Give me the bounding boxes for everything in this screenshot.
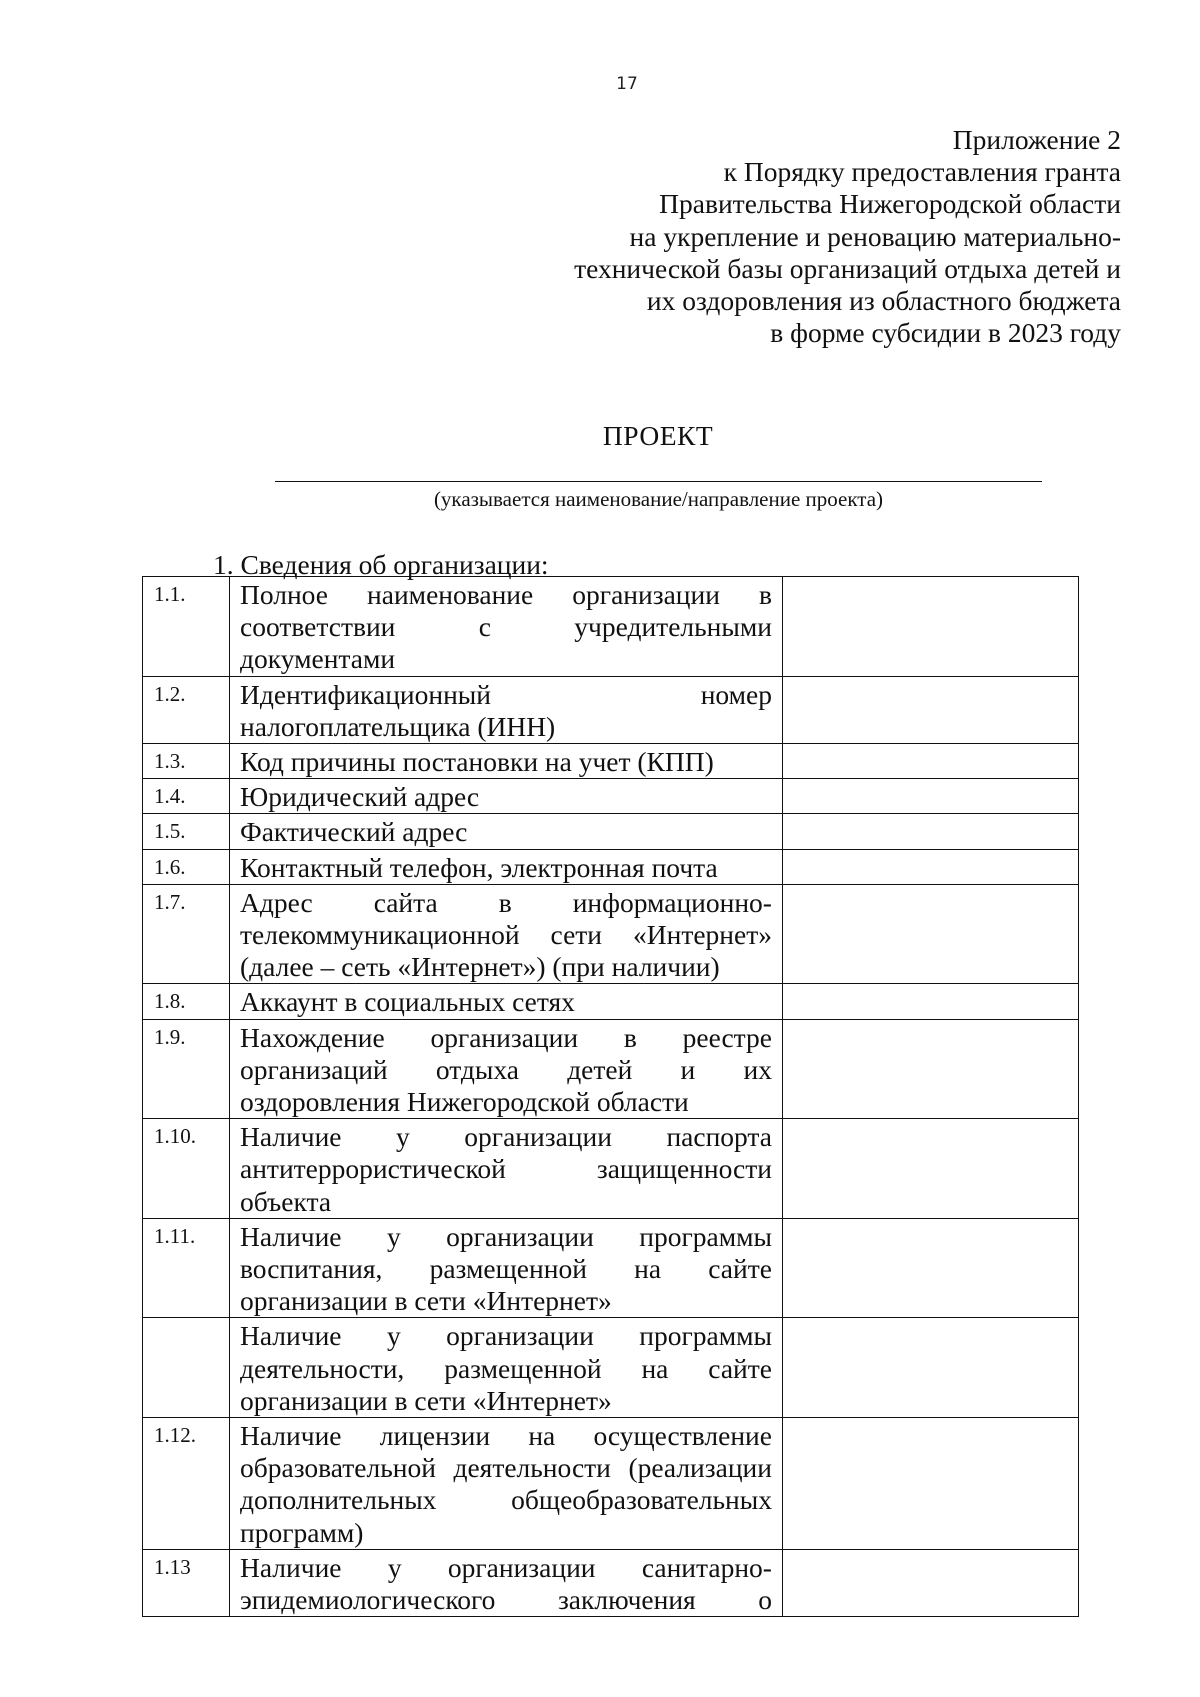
field-name-word: их (743, 1053, 772, 1085)
row-number: 1.5. (143, 814, 230, 849)
appendix-header (421, 124, 1121, 349)
field-name-word: «Интернет» (633, 919, 772, 951)
field-name-line (240, 1517, 772, 1549)
row-number: 1.11. (143, 1218, 230, 1318)
field-name-line (240, 1584, 772, 1616)
row-field-name (230, 1318, 783, 1418)
row-value-input[interactable] (783, 676, 1079, 743)
field-name-line (240, 679, 772, 711)
field-name-word: лицензии (379, 1420, 491, 1452)
field-name-line (240, 1484, 772, 1516)
field-name-word: заключения (557, 1584, 696, 1616)
row-field-name (230, 849, 783, 884)
field-name-word: организаций (240, 1053, 388, 1085)
field-name-word: в (759, 579, 772, 610)
row-value-input[interactable] (783, 577, 1079, 677)
page-number: 17 (616, 74, 638, 94)
field-name-word: Наличие (240, 1220, 342, 1252)
table-row (143, 984, 1079, 1019)
table-row (143, 1119, 1079, 1219)
field-name-word: защищенности (596, 1153, 772, 1185)
field-name-word: (далее – сеть «Интернет») (при наличии) (240, 951, 720, 983)
field-name-line (240, 746, 772, 778)
row-field-name (230, 676, 783, 743)
field-name-word: Адрес (240, 886, 313, 918)
field-name-word: воспитания, (240, 1253, 383, 1285)
field-name-word: программы (639, 1320, 772, 1352)
field-name-word: общеобразовательных (511, 1484, 772, 1516)
field-name-word: Юридический адрес (240, 781, 480, 813)
row-field-name (230, 779, 783, 814)
field-name-line (240, 887, 772, 919)
field-name-word: у (386, 1220, 401, 1252)
field-name-word: эпидемиологического (240, 1584, 496, 1616)
field-name-line (240, 1385, 772, 1417)
field-name-word: организации (572, 579, 720, 610)
field-name-word: организации (430, 1021, 579, 1053)
field-name-line (240, 816, 772, 848)
field-name-line (240, 1054, 772, 1086)
row-number: 1.13 (143, 1549, 230, 1616)
row-number: 1.9. (143, 1019, 230, 1119)
row-number: 1.4. (143, 779, 230, 814)
appendix-line: Правительства Нижегородской области (659, 188, 1121, 220)
field-name-word: паспорта (666, 1121, 772, 1153)
field-name-word: организации (464, 1121, 612, 1153)
field-name-word: Наличие (240, 1121, 342, 1153)
row-value-input[interactable] (783, 884, 1079, 984)
field-name-line (240, 919, 772, 951)
field-name-word: объекта (240, 1185, 332, 1217)
row-value-input[interactable] (783, 1418, 1079, 1550)
field-name-line (240, 711, 772, 743)
appendix-line: на укрепление и реновацию материально- (629, 220, 1121, 252)
row-number: 1.6. (143, 849, 230, 884)
field-name-word: организации (446, 1220, 594, 1252)
table-row (143, 1019, 1079, 1119)
field-name-line (240, 951, 772, 983)
field-name-line (240, 781, 772, 813)
row-field-name (230, 1218, 783, 1318)
field-name-line (240, 1285, 772, 1317)
field-name-word: дополнительных (240, 1484, 437, 1516)
field-name-word: размещенной (444, 1352, 602, 1384)
field-name-line (240, 852, 772, 884)
field-name-word: реестре (682, 1021, 772, 1053)
field-name-line (240, 1186, 772, 1218)
table-row (143, 744, 1079, 779)
table-row (143, 577, 1079, 677)
field-name-word: сайта (373, 886, 438, 918)
field-name-word: деятельности, (240, 1352, 405, 1384)
field-name-line (240, 1022, 772, 1054)
row-number: 1.7. (143, 884, 230, 984)
field-name-line (240, 1552, 772, 1584)
field-name-word: информационно- (572, 886, 772, 918)
field-name-line (240, 579, 772, 611)
project-name-line (275, 481, 1042, 482)
field-name-line (240, 643, 772, 675)
row-field-name (230, 1019, 783, 1119)
field-name-line (240, 1420, 772, 1452)
row-number: 1.3. (143, 744, 230, 779)
field-name-word: программы (639, 1220, 772, 1252)
field-name-line (240, 1086, 772, 1118)
field-name-word: на (641, 1352, 669, 1384)
field-name-word: антитеррористической (240, 1153, 506, 1185)
field-name-word: Полное (240, 579, 328, 610)
row-field-name (230, 744, 783, 779)
table-row (143, 779, 1079, 814)
table-row (143, 1418, 1079, 1550)
field-name-word: на (528, 1420, 556, 1452)
field-name-word: и (680, 1053, 696, 1085)
field-name-word: организации (446, 1320, 594, 1352)
row-value-input[interactable] (783, 1119, 1079, 1219)
field-name-word: Нахождение (240, 1021, 385, 1053)
organization-info-table (142, 576, 1079, 1617)
field-name-word: документами (240, 643, 396, 675)
row-value-input[interactable] (783, 1218, 1079, 1318)
field-name-word: в (623, 1021, 637, 1053)
row-field-name (230, 577, 783, 677)
table-row (143, 849, 1079, 884)
field-name-line (240, 1253, 772, 1285)
field-name-word: программ) (240, 1516, 364, 1548)
field-name-word: организации в сети «Интернет» (240, 1285, 612, 1317)
row-value-input[interactable] (783, 1019, 1079, 1119)
field-name-word: Аккаунт в социальных сетях (240, 986, 575, 1018)
field-name-word: в (498, 886, 512, 918)
field-name-word: о (758, 1584, 772, 1616)
field-name-line (240, 1121, 772, 1153)
field-name-word: отдыха (435, 1053, 519, 1085)
field-name-word: налогоплательщика (ИНН) (240, 710, 556, 742)
field-name-word: на (634, 1253, 662, 1285)
row-field-name (230, 814, 783, 849)
row-value-input[interactable] (783, 814, 1079, 849)
appendix-line: Приложение 2 (952, 124, 1121, 155)
row-field-name (230, 1549, 783, 1616)
field-name-word: оздоровления Нижегородской области (240, 1086, 689, 1118)
field-name-word: у (387, 1551, 402, 1583)
row-number: 1.1. (143, 577, 230, 677)
row-number (143, 1318, 230, 1418)
project-name-caption: (указывается наименование/направление проекта) (433, 487, 884, 511)
field-name-word: Идентификационный (240, 678, 492, 710)
field-name-word: образовательной (240, 1452, 436, 1484)
row-value-input[interactable] (783, 849, 1079, 884)
field-name-word: Наличие (240, 1420, 342, 1452)
row-number: 1.12. (143, 1418, 230, 1550)
table-row (143, 1218, 1079, 1318)
table-row (143, 1549, 1079, 1616)
field-name-word: номер (700, 678, 772, 710)
section-heading: 1. Сведения об организации: (213, 549, 549, 580)
field-name-word: у (386, 1320, 401, 1352)
row-field-name (230, 1418, 783, 1550)
table-row (143, 814, 1079, 849)
field-name-word: организации в сети «Интернет» (240, 1384, 612, 1416)
field-name-line (240, 1320, 772, 1352)
field-name-word: детей (567, 1053, 633, 1085)
field-name-word: наименование (367, 579, 534, 610)
field-name-line (240, 1153, 772, 1185)
row-value-input[interactable] (783, 779, 1079, 814)
document-title: ПРОЕКТ (602, 420, 714, 451)
row-value-input[interactable] (783, 1318, 1079, 1418)
field-name-line (240, 1452, 772, 1484)
field-name-word: сети (550, 919, 603, 951)
field-name-word: с (478, 611, 491, 643)
field-name-word: сайте (708, 1253, 772, 1285)
field-name-word: осуществление (593, 1420, 772, 1452)
field-name-word: организации (447, 1551, 596, 1583)
field-name-word: у (396, 1121, 410, 1153)
row-number: 1.2. (143, 676, 230, 743)
field-name-line (240, 1221, 772, 1253)
row-field-name (230, 1119, 783, 1219)
row-field-name (230, 884, 783, 984)
field-name-word: соответствии (240, 611, 396, 643)
field-name-word: учредительными (574, 611, 772, 643)
field-name-word: Наличие (240, 1551, 342, 1583)
field-name-word: Код причины постановки на учет (КПП) (240, 746, 714, 778)
field-name-line (240, 611, 772, 643)
appendix-line: технической базы организаций отдыха детей и (574, 252, 1121, 284)
row-value-input[interactable] (783, 744, 1079, 779)
field-name-word: размещенной (429, 1253, 587, 1285)
field-name-word: сайте (708, 1352, 772, 1384)
field-name-line (240, 1353, 772, 1385)
row-number: 1.8. (143, 984, 230, 1019)
appendix-line: их оздоровления из областного бюджета (646, 285, 1121, 317)
field-name-word: телекоммуникационной (240, 919, 520, 951)
table-row (143, 676, 1079, 743)
row-value-input[interactable] (783, 1549, 1079, 1616)
table-row (143, 884, 1079, 984)
row-number: 1.10. (143, 1119, 230, 1219)
table-row (143, 1318, 1079, 1418)
field-name-word: деятельности (453, 1452, 611, 1484)
row-field-name (230, 984, 783, 1019)
field-name-word: Наличие (240, 1320, 342, 1352)
field-name-word: санитарно- (641, 1551, 772, 1583)
row-value-input[interactable] (783, 984, 1079, 1019)
appendix-line: в форме субсидии в 2023 году (770, 317, 1121, 349)
field-name-line (240, 986, 772, 1018)
field-name-word: (реализации (628, 1452, 772, 1484)
appendix-line: к Порядку предоставления гранта (723, 156, 1121, 188)
field-name-word: Фактический адрес (240, 816, 468, 848)
field-name-word: Контактный телефон, электронная почта (240, 851, 718, 883)
